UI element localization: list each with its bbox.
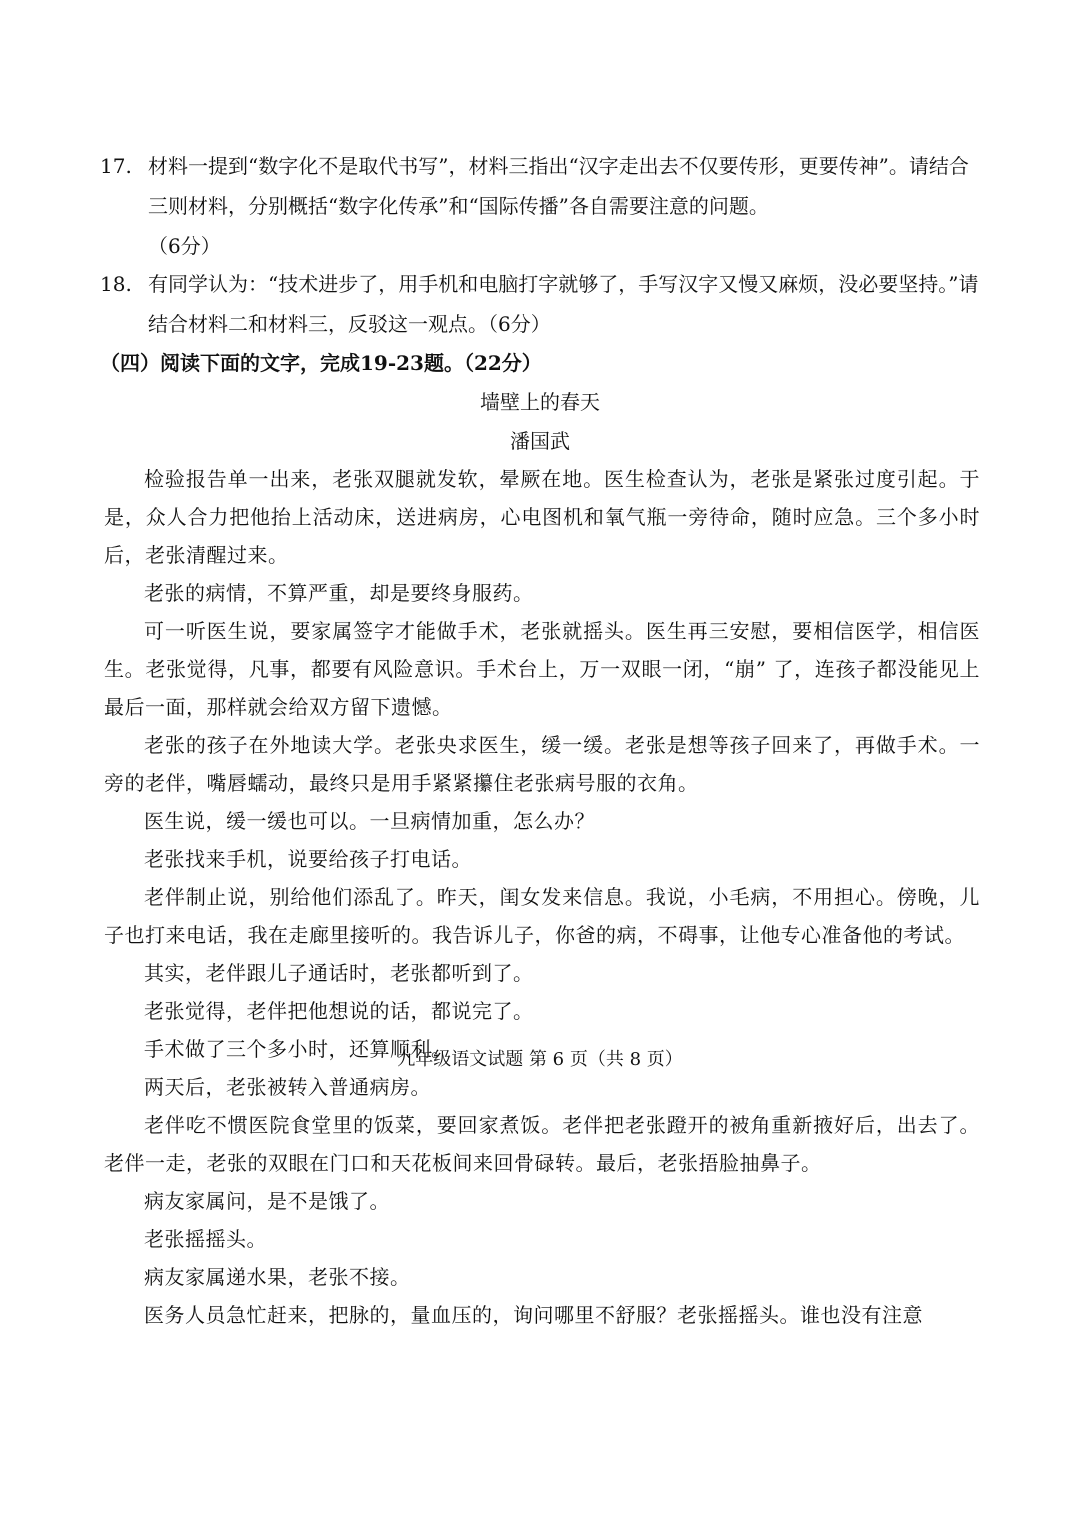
story-paragraph: 老张找来手机，说要给孩子打电话。 xyxy=(144,847,472,871)
story-paragraph: 老张的病情，不算严重，却是要终身服药。 xyxy=(144,581,534,605)
story-paragraph: 医务人员急忙赶来，把脉的，量血压的，询问哪里不舒服？老张摇摇头。谁也没有注意 xyxy=(144,1303,923,1327)
question-18 xyxy=(100,264,980,344)
story-paragraph: 两天后，老张被转入普通病房。 xyxy=(144,1075,431,1099)
story-paragraph: 病友家属递水果，老张不接。 xyxy=(144,1265,411,1289)
question-number: 17. xyxy=(100,154,132,178)
question-text: 材料一提到“数字化不是取代书写”，材料三指出“汉字走出去不仅要传形，更要传神”。请结合三则材料，分别概括“数字化传承”和“国际传播”各自需要注意的问题。 xyxy=(148,154,969,218)
story-paragraph: 病友家属问，是不是饿了。 xyxy=(144,1189,390,1213)
story-paragraph: 其实，老伴跟儿子通话时，老张都听到了。 xyxy=(144,961,534,985)
story-paragraph: 老伴制止说，别给他们添乱了。昨天，闺女发来信息。我说，小毛病，不用担心。傍晚，儿子也打来电话，我在走廊里接听的。我告诉儿子，你爸的病，不碍事，让他专心准备他的考试。 xyxy=(104,885,980,947)
story-body xyxy=(104,460,980,1334)
question-text: 有同学认为：“技术进步了，用手机和电脑打字就够了，手写汉字又慢又麻烦，没必要坚持。”请结合材料二和材料三，反驳这一观点。（6分） xyxy=(148,272,979,336)
story-author: 潘国武 xyxy=(510,429,570,453)
story-paragraph: 老张摇摇头。 xyxy=(144,1227,267,1251)
section-heading: （四）阅读下面的文字，完成19-23题。（22分） xyxy=(100,351,542,375)
story-paragraph: 老张觉得，老伴把他想说的话，都说完了。 xyxy=(144,999,534,1023)
question-number: 18. xyxy=(100,272,132,296)
story-paragraph: 老伴吃不惯医院食堂里的饭菜，要回家煮饭。老伴把老张蹬开的被角重新掖好后，出去了。老伴一走，老张的双眼在门口和天花板间来回骨碌转。最后，老张捂脸抽鼻子。 xyxy=(104,1113,980,1175)
story-paragraph: 检验报告单一出来，老张双腿就发软，晕厥在地。医生检查认为，老张是紧张过度引起。于是，众人合力把他抬上活动床，送进病房，心电图机和氧气瓶一旁待命，随时应急。三个多小时后，老张清醒过来。 xyxy=(104,467,980,567)
story-title: 墙壁上的春天 xyxy=(480,390,600,414)
question-score: （6分） xyxy=(148,234,221,258)
story-paragraph: 可一听医生说，要家属签字才能做手术，老张就摇头。医生再三安慰，要相信医学，相信医生。老张觉得，凡事，都要有风险意识。手术台上，万一双眼一闭，“崩” 了，连孩子都没能见上最后一面，那样就会给双方留下遗憾。 xyxy=(104,619,980,719)
question-17 xyxy=(100,146,980,266)
story-paragraph: 老张的孩子在外地读大学。老张央求医生，缓一缓。老张是想等孩子回来了，再做手术。一旁的老伴，嘴唇蠕动，最终只是用手紧紧攥住老张病号服的衣角。 xyxy=(104,733,980,795)
story-paragraph: 医生说，缓一缓也可以。一旦病情加重，怎么办？ xyxy=(144,809,595,833)
page-footer: 九年级语文试题 第 6 页（共 8 页） xyxy=(397,1049,683,1070)
story-paragraph: 手术做了三个多小时，还算顺利。 xyxy=(144,1037,452,1061)
